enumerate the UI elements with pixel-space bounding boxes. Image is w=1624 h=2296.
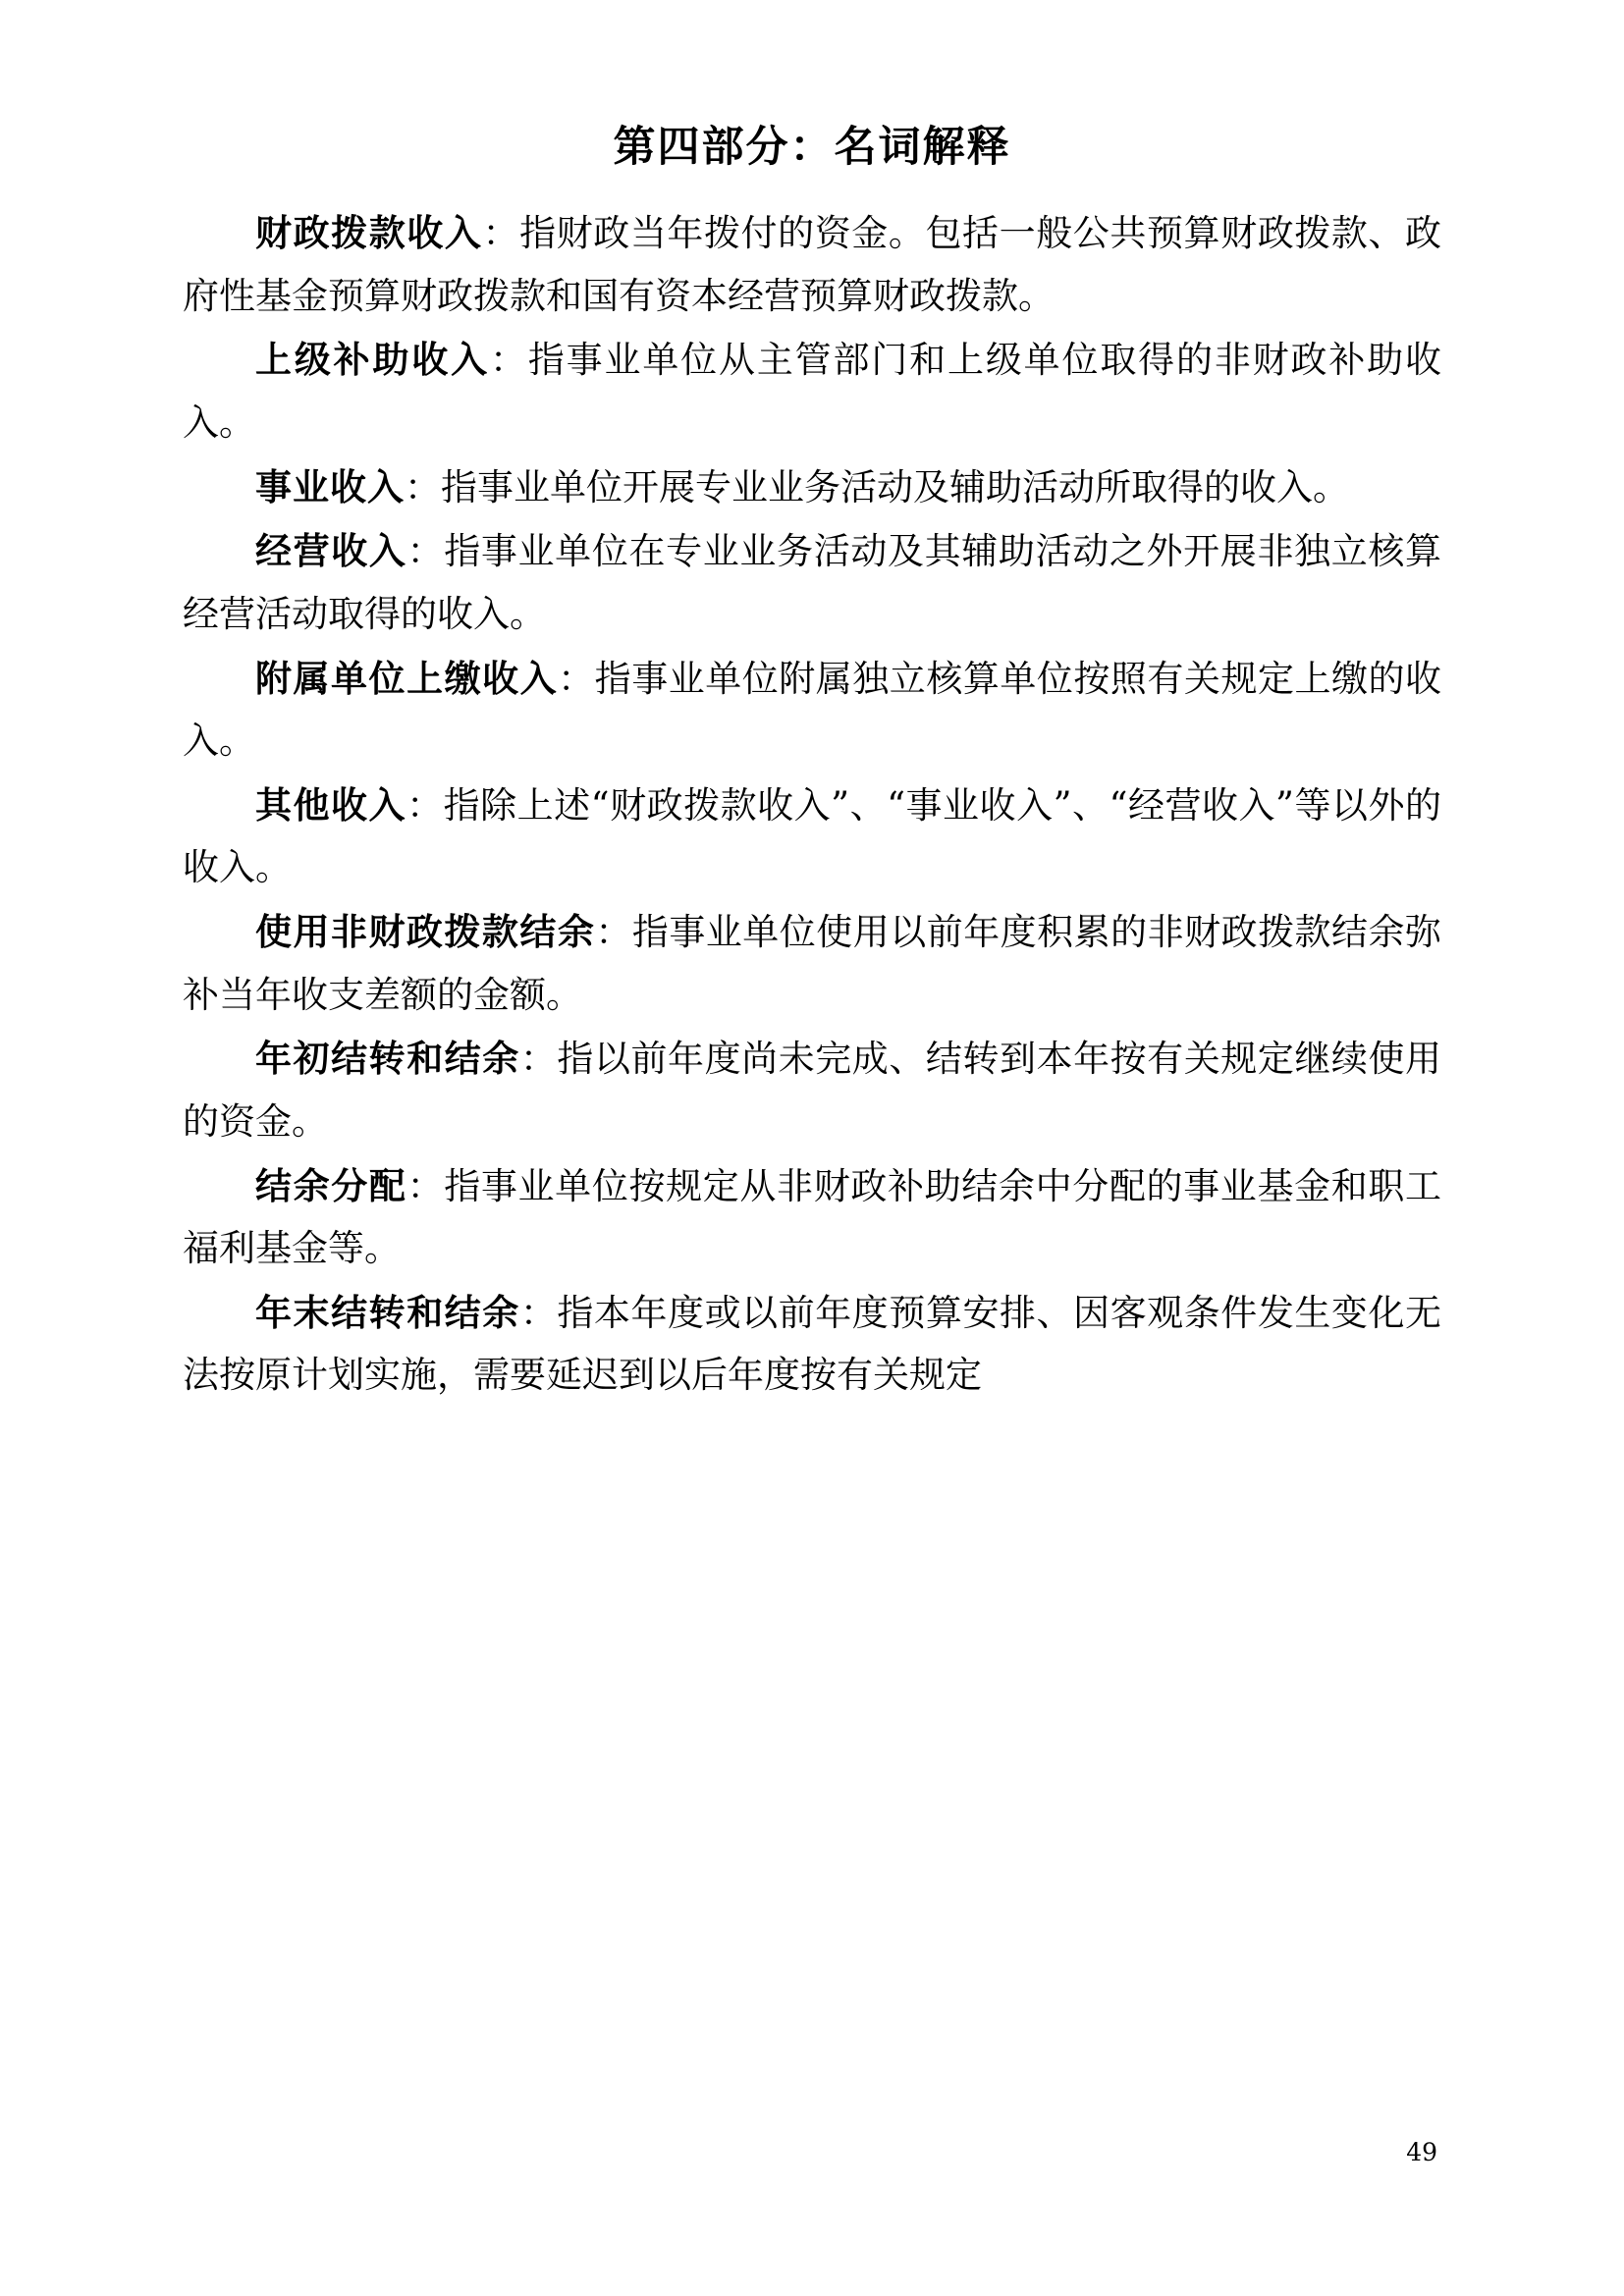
glossary-separator: ： [519, 1291, 558, 1334]
glossary-definition: 指事业单位在专业业务活动及其辅助活动之外开展非独立核算经营活动取得的收入。 [183, 530, 1442, 635]
glossary-entry [183, 1155, 1441, 1280]
glossary-definition: 指事业单位从主管部门和上级单位取得的非财政补助收入。 [183, 339, 1442, 445]
glossary-entry [183, 648, 1441, 773]
glossary-separator: ： [482, 212, 520, 255]
glossary-definition: 指财政当年拨付的资金。包括一般公共预算财政拨款、政府性基金预算财政拨款和国有资本经营预算财政拨款。 [183, 212, 1442, 317]
glossary-term: 事业收入 [255, 464, 405, 508]
glossary-term: 附属单位上缴收入 [255, 656, 559, 700]
page-content [183, 118, 1441, 1409]
glossary-definition: 指事业单位使用以前年度积累的非财政拨款结余弥补当年收支差额的金额。 [183, 911, 1442, 1016]
glossary-term: 年末结转和结余 [255, 1290, 520, 1334]
glossary-term: 上级补助收入 [255, 338, 490, 382]
glossary-separator: ： [406, 1164, 445, 1207]
glossary-entry [183, 1282, 1441, 1407]
glossary-term: 财政拨款收入 [255, 211, 483, 255]
glossary-term: 年初结转和结余 [255, 1037, 520, 1081]
glossary-separator: ： [406, 530, 445, 573]
glossary-separator: ： [558, 657, 595, 700]
glossary-entry [183, 774, 1441, 899]
glossary-definition: 指以前年度尚未完成、结转到本年按有关规定继续使用的资金。 [183, 1038, 1442, 1143]
glossary-entry [183, 456, 1441, 519]
glossary-definition: 指本年度或以前年度预算安排、因客观条件发生变化无法按原计划实施，需要延迟到以后年度按有关规定 [183, 1291, 1442, 1397]
glossary-term: 其他收入 [255, 782, 407, 827]
glossary-definition: 指事业单位开展专业业务活动及辅助活动所取得的收入。 [441, 465, 1349, 508]
page-number: 49 [1406, 2138, 1437, 2166]
glossary-entry [183, 1028, 1441, 1152]
glossary-entry [183, 202, 1441, 327]
glossary-definition: 指事业单位附属独立核算单位按照有关规定上缴的收入。 [183, 657, 1442, 763]
page-title: 第四部分：名词解释 [613, 123, 1011, 172]
glossary-separator: ： [406, 783, 444, 827]
glossary-definition: 指除上述“财政拨款收入”、“事业收入”、“经营收入”等以外的收入。 [183, 783, 1441, 889]
glossary-separator: ： [519, 1038, 558, 1081]
glossary-entry [183, 520, 1441, 645]
glossary-entry [183, 901, 1441, 1026]
glossary-term: 使用非财政拨款结余 [255, 910, 596, 954]
glossary-term: 经营收入 [255, 529, 407, 573]
glossary-entry [183, 329, 1441, 454]
glossary-term: 结余分配 [255, 1163, 407, 1207]
glossary-separator: ： [405, 465, 441, 508]
glossary-separator: ： [595, 911, 632, 954]
glossary-separator: ： [490, 339, 528, 382]
glossary-definition: 指事业单位按规定从非财政补助结余中分配的事业基金和职工福利基金等。 [183, 1164, 1442, 1270]
